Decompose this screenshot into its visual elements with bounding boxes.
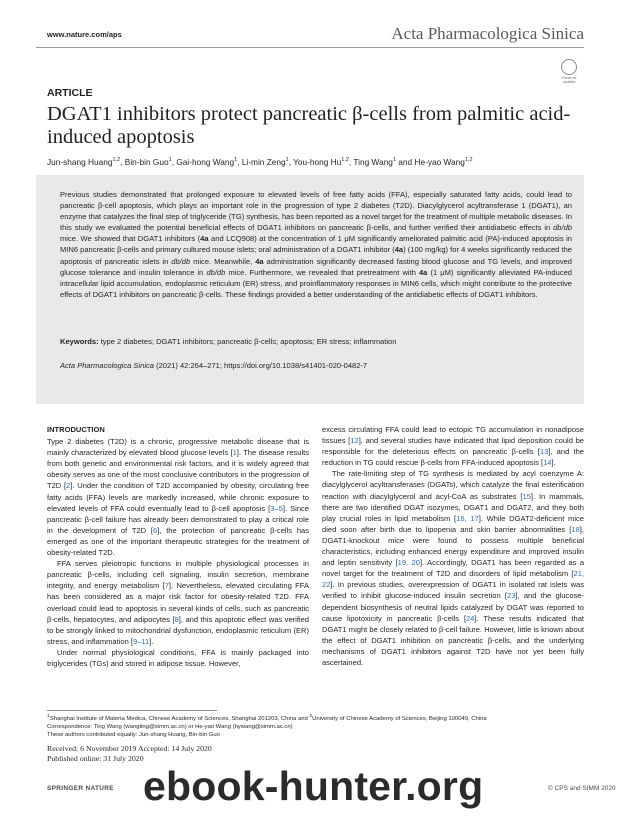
author-affiliation: 1,2 [464, 157, 473, 163]
body-text: ], DGAT1-knockout mice were found to possess multiple beneficial characteristics, including enhanced energy expenditure and improved insulin and leptin sensitivity [ [322, 524, 584, 568]
reference-link[interactable]: 21, 22 [322, 569, 584, 590]
author-affiliation: 1,2 [112, 157, 121, 163]
author-name[interactable]: You-hong Hu [293, 156, 342, 167]
abstract-text: Previous studies demonstrated that prolonged exposure to elevated levels of free fatty acids (FFA), especially saturated fatty acids, could lead to pancreatic β-cell apoptosis, which plays an important role in the progression of type 2 diabetes (T2D). Diacylglycerol acyltransferase 1 (DGAT1), an enzyme that catalyzes the final step of triglyceride (TG) synthesis, has been reported as a novel target for the treatment of multiple metabolic diseases. In this study we evaluated the potential beneficial effects of DGAT1 inhibitors on pancreatic β-cells, and further verified their antidiabetic effects in db/db mice. We showed that DGAT1 inhibitors (4a and LCQ908) at the concentration of 1 μM significantly ameliorated palmitic acid (PA)-induced apoptosis in MIN6 pancreatic β-cells and primary cultured mouse islets; oral administration of a DGAT1 inhibitor (4a) (100 mg/kg) for 4 weeks significantly reduced the apoptosis of pancreatic islets in db/db mice. Meanwhile, 4a administration significantly decreased fasting blood glucose and TG levels, and improved glucose tolerance and insulin tolerance in db/db mice. Furthermore, we revealed that pretreatment with 4a (1 μM) significantly alleviated PA-induced intracellular lipid accumulation, endoplasmic reticulum (ER) stress, and proinflammatory responses in MIN6 cells, which might contribute to the protective effects of DGAT1 inhibitors on pancreatic β-cells. These findings provided a better understanding of the antidiabetic effects of DGAT1 inhibitors. [60, 190, 573, 299]
journal-name: Acta Pharmacologica Sinica [391, 24, 584, 43]
body-column-right [322, 424, 584, 668]
author-name[interactable]: Gai-hong Wang [176, 156, 235, 167]
publisher-logo: SPRINGER NATURE [47, 785, 114, 792]
update-check-icon [561, 59, 577, 75]
keywords [60, 337, 572, 346]
body-text: Under normal physiological conditions, FFA is mainly packaged into triglycerides (TGs) and stored in adipose tissue. However, [47, 647, 309, 668]
reference-link[interactable]: 23 [507, 591, 516, 601]
author-affiliation: 1 [285, 157, 289, 163]
keywords-label: Keywords: [60, 337, 99, 346]
reference-link[interactable]: 13 [539, 447, 549, 457]
body-text: ]. Since pancreatic β-cell failure has already been demonstrated to play a critical role in the development of T2D [ [47, 503, 310, 535]
keywords-list: type 2 diabetes; DGAT1 inhibitors; pancreatic β-cells; apoptosis; ER stress; inflammation [98, 337, 397, 346]
header-divider [36, 47, 584, 48]
body-text: The rate-limiting step of TG synthesis is mediated by acyl coenzyme A: diacylglycerol acyltransferases (DGATs), which catalyze the final esterification reaction with diacylglycerol and acyl-CoA as substrates [ [322, 469, 584, 501]
citation-doi[interactable]: (2021) 42:264–271; https://doi.org/10.1038/s41401-020-0482-7 [153, 361, 368, 370]
article-title: DGAT1 inhibitors protect pancreatic β-cells from palmitic acid-induced apoptosis [47, 103, 571, 148]
footnote-divider [47, 710, 217, 711]
reference-link[interactable]: 6 [153, 525, 158, 535]
author-affiliation: 1,2 [341, 157, 349, 163]
reference-link[interactable]: 24 [466, 613, 475, 623]
body-text: ], the protection of pancreatic β-cells has emerged as one of the important therapeutic strategies for the treatment of obesity-related T2D. [47, 525, 309, 558]
reference-link[interactable]: 14 [543, 458, 552, 468]
author-affiliation: 1 [234, 157, 238, 163]
reference-link[interactable]: 8 [174, 614, 179, 624]
author-list: Jun-shang Huang$^{1,2}$, Bin-bin Guo$^1$, Gai-hong Wang$^1$, Li-min Zeng$^1$, You-hong Hu$^{1,2}$, Ting Wang$^1$ and He-yao Wang$^{1,2}$ [47, 156, 473, 167]
citation-journal: Acta Pharmacologica Sinica [60, 361, 154, 370]
copyright: © CPS and SIMM 2020 [548, 785, 616, 792]
published-date: Published online: 31 July 2020 [47, 754, 144, 763]
reference-link[interactable]: 3–5 [270, 503, 283, 513]
author-name[interactable]: Li-min Zeng [241, 156, 286, 167]
reference-link[interactable]: 19, 20 [397, 558, 420, 568]
body-paragraph [322, 424, 584, 468]
author-affiliation: 1 [168, 157, 172, 163]
body-text: ], and the reduction in TG could rescue β-cells from FFA-induced apoptosis [ [322, 447, 584, 468]
body-text: ]. Accordingly, DGAT1 has been regarded as a novel target for the treatment of T2D and disorders of lipid metabolism [ [322, 558, 585, 579]
body-text: Type 2 diabetes (T2D) is a chronic, progressive metabolic disease that is mainly characterized by elevated blood glucose levels [ [47, 437, 309, 458]
reference-link[interactable]: 1 [232, 448, 237, 458]
footnotes [47, 713, 587, 740]
article-type-label: ARTICLE [47, 87, 93, 99]
body-text: ]. These results indicated that DGAT1 might be closely related to β-cell failure. However, little is known about the effect of DGAT1 inhibition on pancreatic β-cells, and the underlying mechanisms of DGAT1 inhibitors against T2D have not yet been fully ascertained. [322, 613, 584, 667]
reference-link[interactable]: 16, 17 [456, 513, 479, 523]
body-text: ], and this apoptotic effect was verified to be strongly linked to mitochondrial dysfunction, endoplasmic reticulum (ER) stress, and inflammation [ [47, 614, 309, 646]
body-column-left [47, 424, 309, 669]
body-text: ]. Nevertheless, elevated circulating FFA has been considered as a major risk factor for obesity-related T2D. FFA overload could lead to apoptosis in several kinds of cells, such as pancreatic β-cells, hepatocytes, and adipocytes [ [47, 581, 309, 624]
section-heading-introduction: INTRODUCTION [47, 425, 105, 434]
equal-contribution-note: These authors contributed equally: Jun-shang Huang, Bin-bin Guo [47, 732, 220, 739]
check-for-updates-badge[interactable] [557, 59, 581, 85]
reference-link[interactable]: 7 [164, 581, 169, 591]
reference-link[interactable]: 12 [350, 436, 359, 446]
author-name[interactable]: Jun-shang Huang [47, 156, 113, 167]
journal-url[interactable]: www.nature.com/aps [47, 30, 122, 39]
body-text: ]. The disease results from both genetic and environmental risk factors, and it is widely agreed that obesity serves as one of the most conclusive contributors in the progression of T2D [ [47, 448, 309, 491]
body-text: ]. In previous studies, overexpression of DGAT1 in isolated rat islets was verified to inhibit glucose-induced insulin secretion [ [322, 580, 584, 601]
body-text: ]. While DGAT2-deficient mice died soon after birth due to lipopenia and skin barrier abnormalities [ [322, 513, 584, 534]
body-text: excess circulating FFA could lead to ectopic TG accumulation in nonadipose tissues [ [322, 425, 584, 446]
body-text: ], and the glucose-dependent biosynthesis of neutral lipids catalyzed by DGAT was reported to cause lipotoxicity in pancreatic β-cells [ [322, 591, 584, 623]
body-text: ], and several studies have indicated that lipid deposition could be responsible for the deleterious effects on pancreatic β-cells [ [322, 436, 584, 457]
body-paragraph [322, 468, 584, 668]
author-name[interactable]: He-yao Wang [414, 156, 465, 167]
body-text: FFA serves pleiotropic functions in multiple physiological processes in pancreatic β-cells, including cell signaling, insulin secretion, membrane integrity, and energy metabolism [ [47, 559, 309, 591]
body-text: ]. [149, 636, 154, 646]
reference-link[interactable]: 2 [66, 481, 71, 491]
body-text: ]. [551, 458, 556, 468]
body-text: ]. In mammals, there are two identified DGAT isozymes, DGAT1 and DGAT2, and they both play crucial roles in lipid metabolism [ [322, 491, 585, 523]
check-badge-label: Check for updates [561, 76, 577, 84]
reference-link[interactable]: 18 [571, 524, 580, 534]
citation [60, 361, 572, 370]
body-paragraph [47, 647, 309, 669]
watermark: ebook-hunter.org [143, 763, 484, 809]
author-name[interactable]: Bin-bin Guo [124, 156, 169, 167]
affiliations: $^1$Shanghai Institute of Materia Medica, Chinese Academy of Sciences, Shanghai 201203, China and $^2$University of Chinese Academy of Sciences, Beijing 100049, China [47, 714, 487, 722]
body-text: ]. Under the condition of T2D accompanied by obesity, circulating free fatty acids (FFA) levels are markedly increased, while chronic exposure to elevated levels of FFA could eventually lead to β-cell apoptosis [ [47, 481, 309, 513]
body-paragraph [47, 436, 309, 558]
publication-dates [47, 744, 212, 764]
author-affiliation: 1 [392, 157, 396, 163]
reference-link[interactable]: 15 [522, 491, 531, 501]
reference-link[interactable]: 9–11 [133, 636, 150, 646]
body-paragraph [47, 558, 309, 647]
author-name[interactable]: Ting Wang [353, 156, 393, 167]
received-accepted-date: Received: 6 November 2019 Accepted: 14 July 2020 [47, 744, 212, 753]
correspondence[interactable]: Correspondence: Ting Wang (wangting@simm.ac.cn) or He-yao Wang (hywang@simm.ac.cn) [47, 724, 293, 731]
